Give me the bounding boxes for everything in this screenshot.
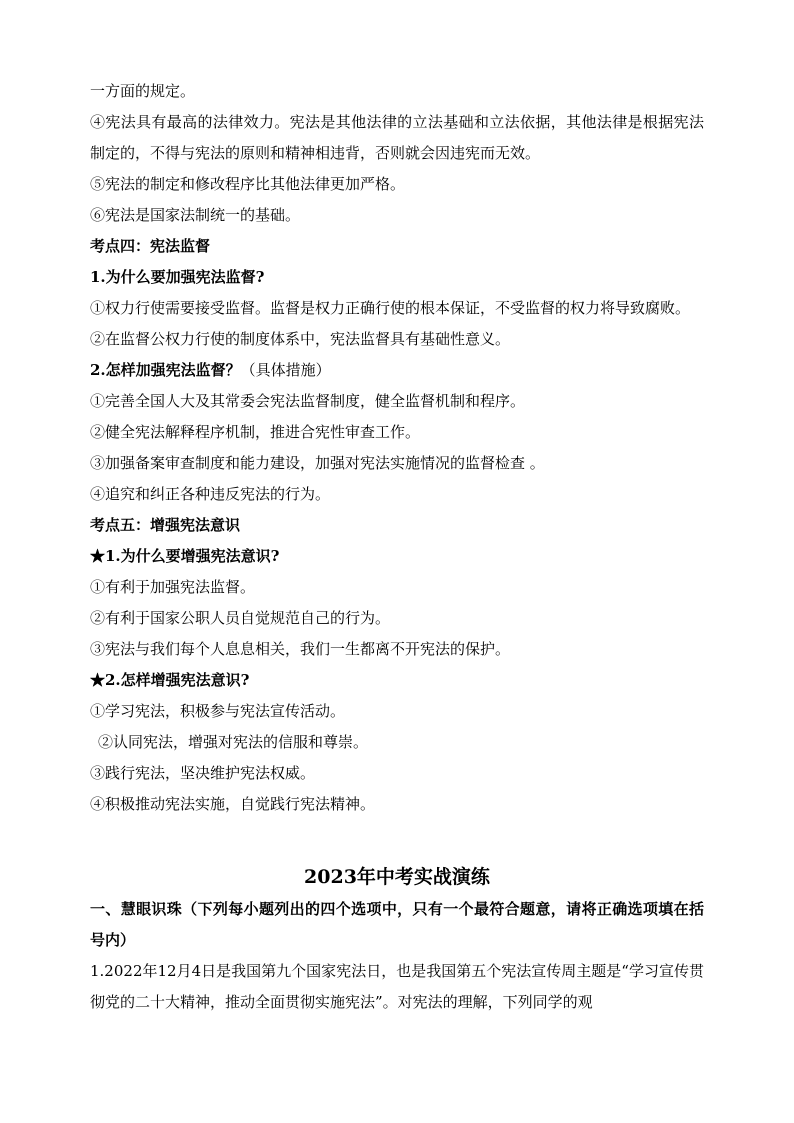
question-title: 2.怎样加强宪法监督？: [90, 361, 241, 379]
text-line: ④追究和纠正各种违反宪法的行为。: [90, 485, 331, 503]
text-line: ⑤宪法的制定和修改程序比其他法律更加严格。: [90, 175, 406, 193]
text-paragraph: ①权力行使需要接受监督。监督是权力正确行使的根本保证，不受监督的权力将导致腐败。: [90, 299, 691, 317]
text-line: ④积极推动宪法实施，自觉践行宪法精神。: [90, 795, 376, 813]
text-line: ⑥宪法是国家法制统一的基础。: [90, 206, 301, 224]
text-line: ②健全宪法解释程序机制，推进合宪性审查工作。: [90, 423, 421, 441]
question-note: （具体措施）: [240, 361, 331, 379]
section-heading-5: 考点五：增强宪法意识: [90, 516, 241, 534]
question-heading: 1.为什么要加强宪法监督?: [90, 268, 265, 286]
text-line: ③践行宪法，坚决维护宪法权威。: [90, 764, 316, 782]
practice-title: 2023年中考实战演练: [304, 866, 490, 888]
document-body: [90, 76, 704, 1018]
text-paragraph: ④宪法具有最高的法律效力。宪法是其他法律的立法基础和立法依据，其他法律是根据宪法制定的，不得与宪法的原则和精神相违背，否则就会因违宪而无效。: [90, 113, 704, 162]
question-heading: ★1.为什么要增强宪法意识?: [90, 547, 280, 565]
text-line: ①有利于加强宪法监督。: [90, 578, 256, 596]
text-line: ②认同宪法，增强对宪法的信服和尊崇。: [98, 733, 369, 751]
text-line: ③加强备案审查制度和能力建设，加强对宪法实施情况的监督检查 。: [90, 454, 545, 472]
text-line: ③宪法与我们每个人息息相关，我们一生都离不开宪法的保护。: [90, 640, 511, 658]
text-line: 一方面的规定。: [90, 82, 196, 100]
question-heading: [90, 355, 704, 386]
text-line: ②有利于国家公职人员自觉规范自己的行为。: [90, 609, 391, 627]
section-heading-4: 考点四：宪法监督: [90, 237, 211, 255]
text-line: ①完善全国人大及其常委会宪法监督制度，健全监督机制和程序。: [90, 392, 526, 410]
question-heading: ★2.怎样增强宪法意识?: [90, 671, 250, 689]
part-heading: 一、慧眼识珠（下列每小题列出的四个选项中，只有一个最符合题意，请将正确选项填在括号内）: [90, 900, 704, 949]
text-line: ②在监督公权力行使的制度体系中，宪法监督具有基础性意义。: [90, 330, 511, 348]
question-text: 1.2022年12月4日是我国第九个国家宪法日，也是我国第五个宪法宣传周主题是“学习宣传贯彻党的二十大精神，推动全面贯彻实施宪法”。对宪法的理解，下列同学的观: [90, 962, 704, 1011]
text-line: ①学习宪法，积极参与宪法宣传活动。: [90, 702, 346, 720]
